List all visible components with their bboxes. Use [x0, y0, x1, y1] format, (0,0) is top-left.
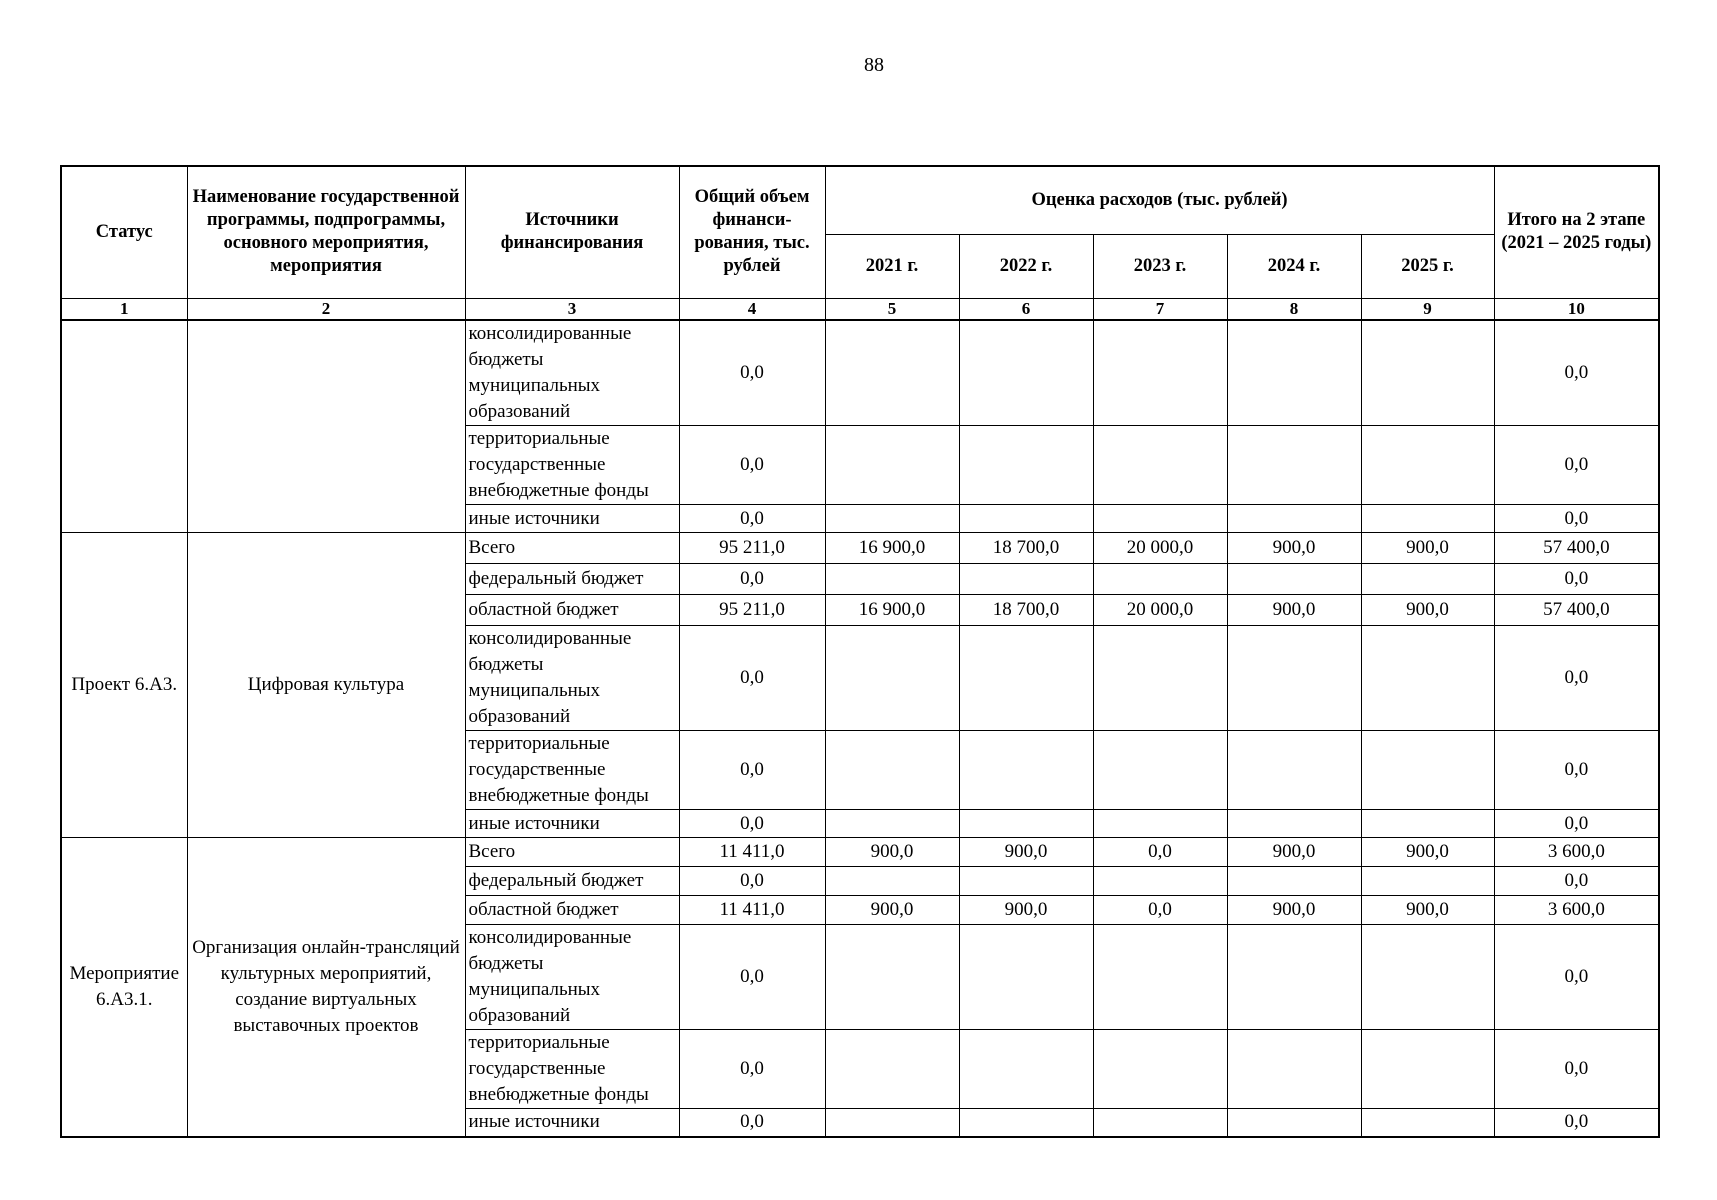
total-cell: 0,0 — [679, 731, 825, 810]
total-cell: 0,0 — [679, 505, 825, 533]
source-cell: федеральный бюджет — [465, 564, 679, 595]
year-cell — [1227, 1030, 1361, 1109]
table-row — [61, 320, 1659, 426]
itogo-cell: 0,0 — [1494, 1030, 1659, 1109]
source-cell: иные источники — [465, 1109, 679, 1137]
total-cell: 95 211,0 — [679, 595, 825, 626]
year-cell — [825, 1030, 959, 1109]
year-cell — [825, 867, 959, 896]
year-cell — [825, 626, 959, 731]
year-cell: 900,0 — [1361, 838, 1494, 867]
itogo-cell: 0,0 — [1494, 867, 1659, 896]
year-cell — [1361, 731, 1494, 810]
column-number: 3 — [465, 298, 679, 320]
table-row — [61, 838, 1659, 867]
source-cell: областной бюджет — [465, 595, 679, 626]
year-cell — [959, 731, 1093, 810]
year-cell — [959, 867, 1093, 896]
source-cell: областной бюджет — [465, 896, 679, 925]
column-number: 4 — [679, 298, 825, 320]
year-cell — [1093, 426, 1227, 505]
header-program-name: Наименование государственной программы, подпрограммы, основного мероприятия, мероприятия — [187, 166, 465, 298]
header-expense-estimate: Оценка расходов (тыс. рублей) — [825, 166, 1494, 234]
itogo-cell: 3 600,0 — [1494, 838, 1659, 867]
table-row — [61, 533, 1659, 564]
source-cell: консолидированные бюджеты муниципальных образований — [465, 626, 679, 731]
year-cell: 18 700,0 — [959, 595, 1093, 626]
year-cell: 900,0 — [1227, 595, 1361, 626]
year-cell: 900,0 — [1227, 533, 1361, 564]
itogo-cell: 0,0 — [1494, 1109, 1659, 1137]
year-cell: 900,0 — [1361, 595, 1494, 626]
column-number: 6 — [959, 298, 1093, 320]
source-cell: иные источники — [465, 810, 679, 838]
year-cell — [959, 810, 1093, 838]
year-cell — [959, 505, 1093, 533]
header-year: 2021 г. — [825, 234, 959, 298]
header-itogo — [1494, 166, 1659, 298]
year-cell — [1227, 626, 1361, 731]
column-number: 9 — [1361, 298, 1494, 320]
year-cell: 900,0 — [825, 896, 959, 925]
total-cell: 0,0 — [679, 320, 825, 426]
source-cell: консолидированные бюджеты муниципальных образований — [465, 320, 679, 426]
itogo-cell: 0,0 — [1494, 925, 1659, 1030]
year-cell — [1093, 810, 1227, 838]
year-cell: 900,0 — [1227, 838, 1361, 867]
year-cell — [1361, 564, 1494, 595]
year-cell — [959, 925, 1093, 1030]
source-cell: Всего — [465, 838, 679, 867]
total-cell: 0,0 — [679, 925, 825, 1030]
header-year: 2022 г. — [959, 234, 1093, 298]
year-cell: 20 000,0 — [1093, 533, 1227, 564]
year-cell: 0,0 — [1093, 838, 1227, 867]
year-cell — [1093, 505, 1227, 533]
year-cell — [1227, 1109, 1361, 1137]
itogo-cell: 57 400,0 — [1494, 533, 1659, 564]
itogo-cell: 3 600,0 — [1494, 896, 1659, 925]
year-cell — [1361, 925, 1494, 1030]
total-cell: 0,0 — [679, 810, 825, 838]
total-cell: 0,0 — [679, 867, 825, 896]
column-number: 5 — [825, 298, 959, 320]
source-cell: федеральный бюджет — [465, 867, 679, 896]
year-cell — [1227, 810, 1361, 838]
itogo-cell: 0,0 — [1494, 320, 1659, 426]
year-cell — [1093, 731, 1227, 810]
header-year: 2023 г. — [1093, 234, 1227, 298]
year-cell: 900,0 — [1361, 896, 1494, 925]
total-cell: 0,0 — [679, 426, 825, 505]
header-itogo-period: (2021 – 2025 годы) — [1501, 233, 1652, 254]
year-cell — [1093, 925, 1227, 1030]
status-cell: Проект 6.А3. — [61, 533, 187, 838]
year-cell — [959, 320, 1093, 426]
year-cell — [1227, 564, 1361, 595]
program-name-cell — [187, 320, 465, 533]
year-cell — [1361, 426, 1494, 505]
year-cell — [1093, 626, 1227, 731]
year-cell — [825, 505, 959, 533]
year-cell — [1361, 810, 1494, 838]
header-year: 2025 г. — [1361, 234, 1494, 298]
year-cell — [825, 925, 959, 1030]
column-number: 10 — [1494, 298, 1659, 320]
year-cell — [1093, 867, 1227, 896]
year-cell — [1093, 1109, 1227, 1137]
program-name-cell: Цифровая культура — [187, 533, 465, 838]
year-cell — [959, 1109, 1093, 1137]
year-cell — [1361, 867, 1494, 896]
header-year: 2024 г. — [1227, 234, 1361, 298]
year-cell: 900,0 — [1361, 533, 1494, 564]
itogo-cell: 0,0 — [1494, 505, 1659, 533]
header-funding-sources: Источники финансирования — [465, 166, 679, 298]
year-cell — [1093, 1030, 1227, 1109]
column-number: 7 — [1093, 298, 1227, 320]
itogo-cell: 0,0 — [1494, 626, 1659, 731]
page-number: 88 — [864, 54, 884, 76]
source-cell: территориальные государственные внебюджетные фонды — [465, 1030, 679, 1109]
year-cell — [1093, 564, 1227, 595]
year-cell: 16 900,0 — [825, 595, 959, 626]
year-cell — [1093, 320, 1227, 426]
year-cell — [825, 1109, 959, 1137]
year-cell — [959, 626, 1093, 731]
column-number: 8 — [1227, 298, 1361, 320]
total-cell: 11 411,0 — [679, 896, 825, 925]
year-cell: 900,0 — [1227, 896, 1361, 925]
year-cell: 20 000,0 — [1093, 595, 1227, 626]
year-cell — [1361, 320, 1494, 426]
source-cell: консолидированные бюджеты муниципальных образований — [465, 925, 679, 1030]
year-cell — [959, 564, 1093, 595]
source-cell: территориальные государственные внебюджетные фонды — [465, 426, 679, 505]
total-cell: 0,0 — [679, 1030, 825, 1109]
year-cell — [825, 564, 959, 595]
year-cell — [1361, 626, 1494, 731]
year-cell — [959, 426, 1093, 505]
itogo-cell: 0,0 — [1494, 426, 1659, 505]
header-itogo-title: Итого на 2 этапе — [1507, 210, 1646, 231]
total-cell: 0,0 — [679, 1109, 825, 1137]
year-cell — [1227, 867, 1361, 896]
year-cell: 18 700,0 — [959, 533, 1093, 564]
financing-table — [60, 165, 1660, 1138]
total-cell: 0,0 — [679, 626, 825, 731]
year-cell — [1227, 731, 1361, 810]
itogo-cell: 0,0 — [1494, 564, 1659, 595]
year-cell — [1227, 925, 1361, 1030]
year-cell — [825, 426, 959, 505]
column-number: 2 — [187, 298, 465, 320]
source-cell: Всего — [465, 533, 679, 564]
source-cell: иные источники — [465, 505, 679, 533]
header-status: Статус — [61, 166, 187, 298]
program-name-cell: Организация онлайн-трансляций культурных мероприятий, создание виртуальных выставочных проектов — [187, 838, 465, 1137]
year-cell: 900,0 — [825, 838, 959, 867]
itogo-cell: 0,0 — [1494, 731, 1659, 810]
year-cell — [825, 810, 959, 838]
total-cell: 95 211,0 — [679, 533, 825, 564]
total-cell: 11 411,0 — [679, 838, 825, 867]
header-total-volume: Общий объем финанси-рования, тыс. рублей — [679, 166, 825, 298]
status-cell: Мероприятие 6.А3.1. — [61, 838, 187, 1137]
year-cell: 900,0 — [959, 896, 1093, 925]
column-number: 1 — [61, 298, 187, 320]
year-cell — [1361, 1030, 1494, 1109]
year-cell — [825, 320, 959, 426]
year-cell — [1227, 320, 1361, 426]
status-cell — [61, 320, 187, 533]
year-cell — [1227, 505, 1361, 533]
year-cell — [959, 1030, 1093, 1109]
itogo-cell: 57 400,0 — [1494, 595, 1659, 626]
year-cell — [1361, 1109, 1494, 1137]
year-cell — [1227, 426, 1361, 505]
total-cell: 0,0 — [679, 564, 825, 595]
year-cell: 900,0 — [959, 838, 1093, 867]
year-cell: 16 900,0 — [825, 533, 959, 564]
itogo-cell: 0,0 — [1494, 810, 1659, 838]
year-cell — [1361, 505, 1494, 533]
year-cell — [825, 731, 959, 810]
year-cell: 0,0 — [1093, 896, 1227, 925]
source-cell: территориальные государственные внебюджетные фонды — [465, 731, 679, 810]
